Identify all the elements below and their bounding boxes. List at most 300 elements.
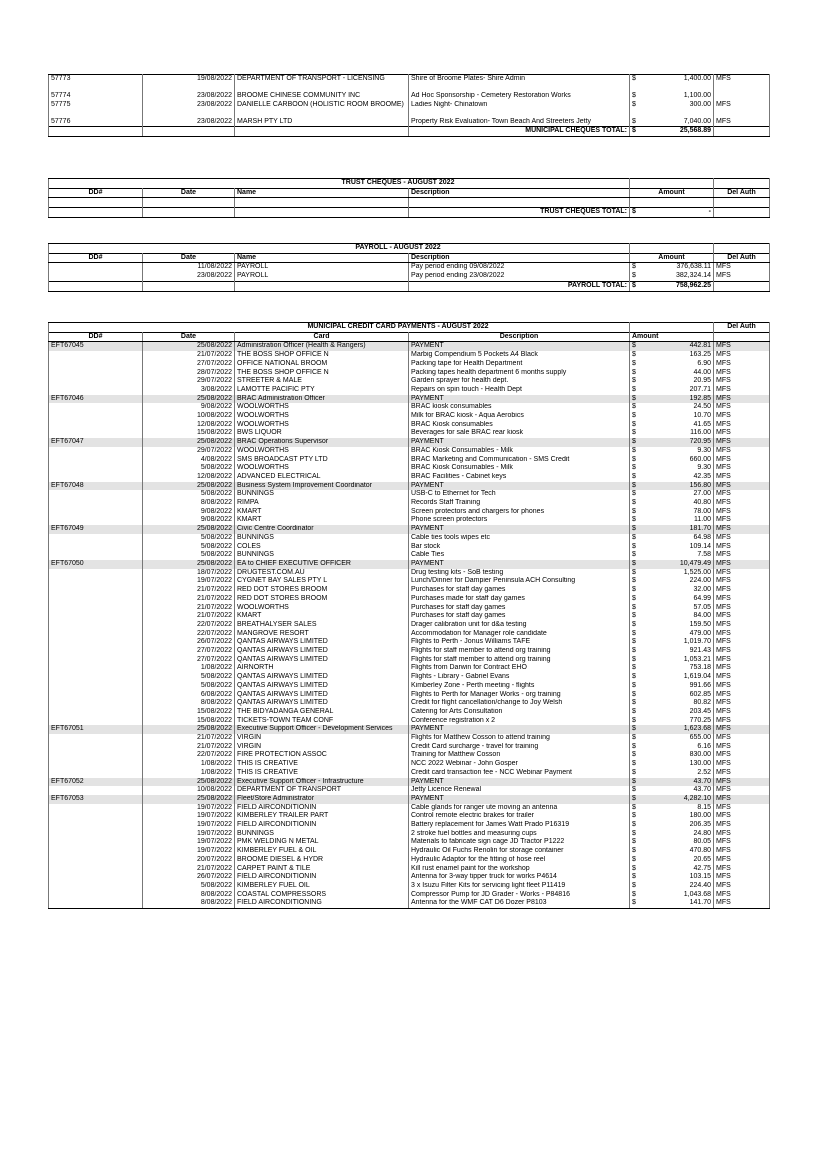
transaction-description: Hydraulic Oil Fuchs Renolin for storage container [409, 847, 630, 856]
payroll-total-row [49, 281, 770, 291]
card-merchant: QANTAS AIRWAYS LIMITED [235, 691, 409, 700]
card-merchant: KMART [235, 612, 409, 621]
cheque-number: 57773 [49, 75, 143, 93]
currency-symbol: $ [632, 699, 636, 707]
amount-cell [630, 534, 714, 543]
transaction-amount: 10,479.49 [679, 559, 711, 567]
card-merchant: DEPARTMENT OF TRANSPORT [235, 786, 409, 795]
transaction-description: PAYMENT [409, 395, 630, 404]
amount-cell [630, 118, 714, 127]
trust-header-auth: Del Auth [714, 188, 770, 198]
currency-symbol: $ [632, 603, 636, 611]
card-merchant: QANTAS AIRWAYS LIMITED [235, 647, 409, 656]
card-merchant: BWS LIQUOR [235, 429, 409, 438]
trust-header-description: Description [409, 188, 630, 198]
payroll-title-row [49, 244, 770, 254]
transaction-description: Purchases for staff day games [409, 604, 630, 613]
currency-symbol: $ [632, 821, 636, 829]
eft-number [49, 734, 143, 743]
card-merchant: TICKETS-TOWN TEAM CONF [235, 717, 409, 726]
eft-number [49, 612, 143, 621]
payroll-total: 758,962.25 [675, 281, 712, 289]
transaction-description: Records Staff Training [409, 499, 630, 508]
amount-cell [630, 630, 714, 639]
amount-cell [630, 482, 714, 491]
delegated-authority: MFS [714, 717, 770, 726]
delegated-authority: MFS [714, 812, 770, 821]
credit-card-transaction-row [49, 403, 770, 412]
credit-card-transaction-row [49, 429, 770, 438]
transaction-date: 22/07/2022 [143, 621, 235, 630]
transaction-amount: 64.99 [693, 594, 711, 602]
transaction-amount: 78.00 [693, 507, 711, 515]
credit-card-transaction-row [49, 543, 770, 552]
transaction-date: 5/08/2022 [143, 673, 235, 682]
eft-number [49, 664, 143, 673]
eft-number [49, 804, 143, 813]
delegated-authority: MFS [714, 118, 770, 127]
card-merchant: Executive Support Officer - Infrastructure [235, 778, 409, 787]
amount-cell [630, 838, 714, 847]
credit-card-transaction-row [49, 351, 770, 360]
currency-symbol: $ [632, 272, 636, 280]
payroll-header-row [49, 253, 770, 263]
transaction-date: 6/08/2022 [143, 691, 235, 700]
transaction-date: 10/08/2022 [143, 412, 235, 421]
transaction-amount: 43.70 [693, 777, 711, 785]
amount-cell [630, 725, 714, 734]
currency-symbol: $ [632, 725, 636, 733]
amount-cell [630, 778, 714, 787]
transaction-description: Conference registration x 2 [409, 717, 630, 726]
credit-card-transaction-row [49, 769, 770, 778]
transaction-description: NCC 2022 Webinar - John Gosper [409, 760, 630, 769]
transaction-date: 5/08/2022 [143, 464, 235, 473]
payroll-table [48, 243, 770, 292]
amount-cell [630, 508, 714, 517]
credit-card-payment-row [49, 438, 770, 447]
card-merchant: Civic Centre Coordinator [235, 525, 409, 534]
transaction-date: 15/08/2022 [143, 717, 235, 726]
card-merchant: Administration Officer (Health & Rangers) [235, 342, 409, 351]
credit-header-card: Card [235, 332, 409, 342]
eft-number [49, 873, 143, 882]
delegated-authority: MFS [714, 786, 770, 795]
amount-cell [630, 551, 714, 560]
delegated-authority: MFS [714, 734, 770, 743]
amount-cell [630, 647, 714, 656]
credit-card-transaction-row [49, 847, 770, 856]
currency-symbol: $ [632, 117, 636, 125]
eft-number: EFT67046 [49, 395, 143, 404]
eft-number [49, 656, 143, 665]
transaction-description: Accommodation for Manager role candidate [409, 630, 630, 639]
credit-card-payment-row [49, 482, 770, 491]
transaction-date: 22/07/2022 [143, 630, 235, 639]
transaction-amount: 159.50 [689, 620, 711, 628]
amount-cell [630, 812, 714, 821]
credit-header-description: Description [409, 332, 630, 342]
amount-cell [630, 621, 714, 630]
payroll-body [49, 263, 770, 281]
delegated-authority: MFS [714, 586, 770, 595]
municipal-cheques-total-row [49, 127, 770, 137]
credit-card-transaction-row [49, 838, 770, 847]
currency-symbol: $ [632, 812, 636, 820]
card-merchant: QANTAS AIRWAYS LIMITED [235, 673, 409, 682]
amount-cell [630, 691, 714, 700]
transaction-description: PAYMENT [409, 525, 630, 534]
currency-symbol: $ [632, 455, 636, 463]
credit-header-row [49, 332, 770, 342]
payroll-dd [49, 272, 143, 281]
amount-cell [630, 543, 714, 552]
amount-cell [630, 560, 714, 569]
card-merchant: WOOLWORTHS [235, 421, 409, 430]
eft-number [49, 577, 143, 586]
transaction-date: 5/08/2022 [143, 543, 235, 552]
transaction-amount: 24.80 [693, 829, 711, 837]
transaction-amount: 84.00 [693, 612, 711, 620]
card-merchant: FIELD AIRCONDITIONING [235, 899, 409, 908]
eft-number [49, 456, 143, 465]
transaction-date: 21/07/2022 [143, 586, 235, 595]
credit-card-transaction-row [49, 691, 770, 700]
transaction-description: Bar stock [409, 543, 630, 552]
currency-symbol: $ [632, 803, 636, 811]
transaction-date: 19/07/2022 [143, 847, 235, 856]
delegated-authority: MFS [714, 351, 770, 360]
credit-card-transaction-row [49, 891, 770, 900]
currency-symbol: $ [632, 542, 636, 550]
transaction-description: Packing tapes health department 6 months supply [409, 369, 630, 378]
delegated-authority: MFS [714, 101, 770, 118]
currency-symbol: $ [632, 420, 636, 428]
eft-number [49, 821, 143, 830]
delegated-authority: MFS [714, 621, 770, 630]
amount-cell [630, 708, 714, 717]
currency-symbol: $ [632, 864, 636, 872]
credit-card-transaction-row [49, 865, 770, 874]
credit-card-transaction-row [49, 377, 770, 386]
trust-header-amount: Amount [630, 188, 714, 198]
transaction-description: Drug testing kits - SoB testing [409, 569, 630, 578]
transaction-date: 25/08/2022 [143, 525, 235, 534]
transaction-description: PAYMENT [409, 795, 630, 804]
currency-symbol: $ [632, 855, 636, 863]
card-merchant: WOOLWORTHS [235, 447, 409, 456]
card-merchant: CYGNET BAY SALES PTY L [235, 577, 409, 586]
transaction-amount: 479.00 [689, 629, 711, 637]
transaction-amount: 40.80 [693, 499, 711, 507]
cheque-description: Ladies Night- Chinatown [409, 101, 630, 118]
transaction-date: 8/08/2022 [143, 499, 235, 508]
credit-card-transaction-row [49, 708, 770, 717]
credit-card-transaction-row [49, 360, 770, 369]
transaction-amount: 4,282.10 [683, 794, 711, 802]
transaction-date: 27/07/2022 [143, 656, 235, 665]
eft-number [49, 516, 143, 525]
transaction-amount: 80.05 [693, 838, 711, 846]
delegated-authority: MFS [714, 272, 770, 281]
eft-number [49, 543, 143, 552]
currency-symbol: $ [632, 655, 636, 663]
amount-cell [630, 456, 714, 465]
card-merchant: BUNNINGS [235, 830, 409, 839]
payroll-amount: 382,324.14 [675, 272, 712, 280]
eft-number [49, 630, 143, 639]
transaction-date: 22/07/2022 [143, 751, 235, 760]
transaction-date: 19/07/2022 [143, 821, 235, 830]
transaction-amount: 830.00 [689, 751, 711, 759]
transaction-amount: 57.05 [693, 603, 711, 611]
transaction-amount: 1,623.68 [683, 725, 711, 733]
transaction-date: 19/07/2022 [143, 804, 235, 813]
eft-number: EFT67045 [49, 342, 143, 351]
credit-card-transaction-row [49, 447, 770, 456]
transaction-amount: 1,019.70 [683, 638, 711, 646]
amount-cell [630, 795, 714, 804]
delegated-authority: MFS [714, 75, 770, 93]
card-merchant: BROOME DIESEL & HYDR [235, 856, 409, 865]
currency-symbol: $ [632, 525, 636, 533]
transaction-amount: 180.00 [689, 812, 711, 820]
eft-number [49, 569, 143, 578]
delegated-authority: MFS [714, 821, 770, 830]
credit-card-table [48, 322, 770, 909]
card-merchant: BRAC Administration Officer [235, 395, 409, 404]
delegated-authority: MFS [714, 516, 770, 525]
transaction-date: 25/08/2022 [143, 560, 235, 569]
delegated-authority: MFS [714, 891, 770, 900]
amount-cell [630, 891, 714, 900]
payroll-amount: 376,638.11 [676, 263, 712, 271]
eft-number [49, 717, 143, 726]
amount-cell [630, 447, 714, 456]
delegated-authority: MFS [714, 377, 770, 386]
card-merchant: COLES [235, 543, 409, 552]
amount-cell [630, 604, 714, 613]
eft-number [49, 865, 143, 874]
transaction-description: Milk for BRAC kiosk - Aqua Aerobics [409, 412, 630, 421]
eft-number: EFT67049 [49, 525, 143, 534]
delegated-authority: MFS [714, 342, 770, 351]
currency-symbol: $ [632, 342, 636, 350]
amount-cell [630, 769, 714, 778]
delegated-authority: MFS [714, 534, 770, 543]
currency-symbol: $ [632, 751, 636, 759]
transaction-description: Flights for Matthew Cosson to attend training [409, 734, 630, 743]
credit-header-auth: Del Auth [714, 323, 770, 333]
amount-cell [630, 569, 714, 578]
transaction-amount: 41.65 [693, 420, 711, 428]
delegated-authority: MFS [714, 525, 770, 534]
credit-card-transaction-row [49, 595, 770, 604]
eft-number: EFT67052 [49, 778, 143, 787]
transaction-date: 25/08/2022 [143, 795, 235, 804]
transaction-description: PAYMENT [409, 725, 630, 734]
trust-empty-row [49, 198, 770, 208]
eft-number [49, 403, 143, 412]
card-merchant: WOOLWORTHS [235, 464, 409, 473]
currency-symbol: $ [632, 490, 636, 498]
trust-total: - [708, 208, 711, 216]
transaction-date: 12/08/2022 [143, 473, 235, 482]
transaction-description: Cable Ties [409, 551, 630, 560]
transaction-date: 1/08/2022 [143, 769, 235, 778]
credit-header-dd: DD# [49, 332, 143, 342]
delegated-authority: MFS [714, 551, 770, 560]
payroll-total-label: PAYROLL TOTAL: [409, 281, 630, 291]
transaction-description: Garden sprayer for health dept. [409, 377, 630, 386]
amount-cell [630, 760, 714, 769]
amount-cell [630, 865, 714, 874]
transaction-date: 21/07/2022 [143, 612, 235, 621]
card-merchant: KMART [235, 516, 409, 525]
credit-card-transaction-row [49, 638, 770, 647]
eft-number [49, 682, 143, 691]
transaction-description: PAYMENT [409, 560, 630, 569]
transaction-amount: 921.43 [689, 647, 711, 655]
credit-card-transaction-row [49, 717, 770, 726]
transaction-description: Credit for flight cancellation/change to Joy Welsh [409, 699, 630, 708]
eft-number: EFT67048 [49, 482, 143, 491]
credit-card-payment-row [49, 795, 770, 804]
transaction-amount: 224.00 [689, 577, 711, 585]
trust-header-name: Name [235, 188, 409, 198]
amount-cell [630, 856, 714, 865]
delegated-authority: MFS [714, 421, 770, 430]
delegated-authority: MFS [714, 638, 770, 647]
transaction-date: 4/08/2022 [143, 456, 235, 465]
transaction-amount: 207.71 [689, 385, 711, 393]
card-merchant: VIRGIN [235, 734, 409, 743]
amount-cell [630, 516, 714, 525]
card-merchant: THIS IS CREATIVE [235, 760, 409, 769]
eft-number [49, 743, 143, 752]
delegated-authority: MFS [714, 482, 770, 491]
credit-card-transaction-row [49, 830, 770, 839]
transaction-amount: 602.85 [689, 690, 711, 698]
card-merchant: KIMBERLEY TRAILER PART [235, 812, 409, 821]
card-merchant: KIMBERLEY FUEL OIL [235, 882, 409, 891]
transaction-amount: 11.00 [694, 516, 711, 524]
card-merchant: Fleet/Store Administrator [235, 795, 409, 804]
transaction-amount: 203.45 [689, 707, 711, 715]
transaction-date: 25/08/2022 [143, 395, 235, 404]
delegated-authority: MFS [714, 456, 770, 465]
credit-card-transaction-row [49, 473, 770, 482]
transaction-description: BRAC Facilities - Cabinet keys [409, 473, 630, 482]
credit-card-transaction-row [49, 586, 770, 595]
currency-symbol: $ [632, 899, 636, 907]
cheque-description: Shire of Broome Plates- Shire Admin [409, 75, 630, 93]
eft-number [49, 812, 143, 821]
currency-symbol: $ [632, 890, 636, 898]
currency-symbol: $ [632, 594, 636, 602]
payee-name: DANIELLE CARBOON (HOLISTIC ROOM BROOME) [235, 101, 409, 118]
trust-header-date: Date [143, 188, 235, 198]
amount-cell [630, 873, 714, 882]
transaction-date: 19/07/2022 [143, 812, 235, 821]
amount-cell [630, 743, 714, 752]
trust-total-label: TRUST CHEQUES TOTAL: [409, 208, 630, 218]
delegated-authority: MFS [714, 743, 770, 752]
currency-symbol: $ [632, 777, 636, 785]
transaction-amount: 470.80 [689, 847, 711, 855]
cheque-date: 23/08/2022 [143, 101, 235, 118]
transaction-date: 25/08/2022 [143, 778, 235, 787]
delegated-authority: MFS [714, 499, 770, 508]
delegated-authority: MFS [714, 412, 770, 421]
currency-symbol: $ [632, 760, 636, 768]
trust-cheques-table [48, 178, 770, 218]
eft-number [49, 386, 143, 395]
credit-card-transaction-row [49, 490, 770, 499]
transaction-description: Phone screen protectors [409, 516, 630, 525]
delegated-authority: MFS [714, 429, 770, 438]
amount-cell [630, 369, 714, 378]
transaction-date: 18/07/2022 [143, 569, 235, 578]
delegated-authority: MFS [714, 656, 770, 665]
cheque-date: 23/08/2022 [143, 118, 235, 127]
transaction-description: PAYMENT [409, 778, 630, 787]
transaction-date: 5/08/2022 [143, 882, 235, 891]
delegated-authority: MFS [714, 673, 770, 682]
transaction-description: 3 x Isuzu Filter Kits for servicing light fleet P11419 [409, 882, 630, 891]
amount-cell [630, 734, 714, 743]
eft-number [49, 638, 143, 647]
municipal-cheques-total: 25,568.89 [679, 127, 711, 135]
card-merchant: Executive Support Officer - Development Services [235, 725, 409, 734]
payroll-row [49, 272, 770, 281]
currency-symbol: $ [632, 75, 636, 82]
transaction-amount: 109.14 [689, 542, 711, 550]
eft-number [49, 473, 143, 482]
payroll-date: 23/08/2022 [143, 272, 235, 281]
amount-cell [630, 263, 714, 272]
delegated-authority: MFS [714, 795, 770, 804]
card-merchant: ADVANCED ELECTRICAL [235, 473, 409, 482]
transaction-amount: 1,619.04 [683, 673, 711, 681]
transaction-date: 10/08/2022 [143, 786, 235, 795]
transaction-date: 8/08/2022 [143, 891, 235, 900]
transaction-description: Credit card transaction fee - NCC Webinar Payment [409, 769, 630, 778]
delegated-authority: MFS [714, 664, 770, 673]
eft-number [49, 830, 143, 839]
cheque-date: 19/08/2022 [143, 75, 235, 93]
transaction-amount: 6.16 [697, 742, 711, 750]
payroll-header-date: Date [143, 253, 235, 263]
delegated-authority: MFS [714, 490, 770, 499]
transaction-date: 21/07/2022 [143, 734, 235, 743]
eft-number: EFT67053 [49, 795, 143, 804]
card-merchant: THIS IS CREATIVE [235, 769, 409, 778]
delegated-authority: MFS [714, 778, 770, 787]
transaction-description: Cable ties tools wipes etc [409, 534, 630, 543]
transaction-amount: 8.15 [697, 803, 711, 811]
cheque-number: 57775 [49, 101, 143, 118]
credit-card-transaction-row [49, 743, 770, 752]
transaction-description: Hydraulic Adaptor for the fitting of hose reel [409, 856, 630, 865]
delegated-authority: MFS [714, 804, 770, 813]
card-merchant: BUNNINGS [235, 534, 409, 543]
credit-card-transaction-row [49, 682, 770, 691]
delegated-authority: MFS [714, 543, 770, 552]
credit-card-transaction-row [49, 612, 770, 621]
currency-symbol: $ [632, 794, 636, 802]
amount-cell [630, 412, 714, 421]
